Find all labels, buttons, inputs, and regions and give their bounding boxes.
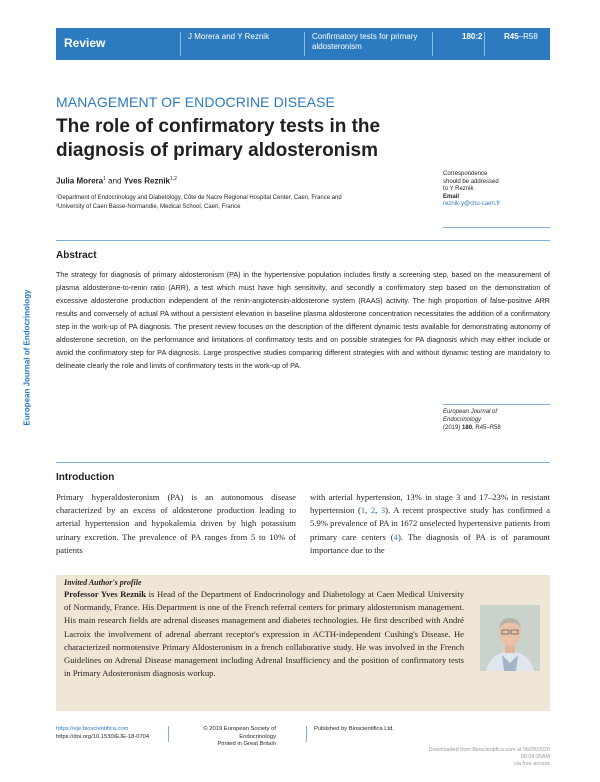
email-label: Email — [443, 193, 460, 200]
journal-box-rule — [443, 404, 550, 405]
header-divider — [484, 32, 485, 56]
author-2: Yves Reznik — [123, 176, 170, 186]
author-1: Julia Morera — [56, 176, 104, 186]
profile-text — [64, 588, 464, 680]
article-title — [56, 115, 436, 163]
journal-sidebar — [20, 250, 34, 470]
profile-body: is Head of the Department of Endocrinology and Diabetology at Caen Medical University of Normandy, France. His Department is one of the French referral centers for primary aldosteronism management. His main research fields are adrenal diseases management and diabetes technologies. He first described with André Lacroix the involvement of adrenal aberrant receptor's expression in ACTH-independent Cushing's Disease. He characterized normotensive Primary Aldosteronism in a french collaborative study. He was involved in the French Guidelines on Adrenal Disease management including Adrenal Insufficiency and the position of confirmatory tests in Primary Adosteronism diagnosis workup. — [64, 589, 465, 679]
header-divider — [432, 32, 433, 56]
footer-links — [56, 726, 156, 741]
intro-col2-text: ). The diagnosis of PA is of paramount importance due to the — [310, 531, 550, 555]
journal-volume: 180 — [462, 425, 473, 431]
correspondence-line: to Y Reznik — [443, 186, 474, 192]
journal-header-band — [56, 28, 550, 60]
abstract-top-rule — [56, 240, 550, 241]
sidebar-journal-name: European Journal of Endocrinology — [22, 289, 32, 426]
profile-heading: Invited Author's profile — [64, 578, 142, 587]
reference-link[interactable]: 1 — [360, 505, 366, 516]
publisher-text: Published by Bioscientifica Ltd. — [314, 726, 394, 732]
printed-text: Printed in Great Britain — [217, 741, 276, 747]
author-photo — [480, 605, 540, 671]
reference-link[interactable]: 2 — [370, 505, 376, 516]
ref-separator: , — [375, 505, 381, 516]
author-1-affiliation: 1 — [103, 176, 106, 182]
article-title-line-1: The role of confirmatory tests in the — [56, 116, 381, 137]
journal-pages: , R45–R58 — [472, 425, 501, 431]
header-divider — [180, 32, 181, 56]
doi-link[interactable]: https://doi.org/10.1530/EJE-18-0704 — [56, 733, 150, 740]
correspondence-box — [443, 171, 550, 209]
header-authors: J Morera and Y Reznik — [188, 32, 270, 41]
correspondence-rule — [443, 227, 550, 228]
reference-link[interactable]: 3 — [380, 505, 386, 516]
author-2-affiliation: 1,2 — [170, 176, 177, 182]
correspondence-line: should be addressed — [443, 178, 499, 185]
journal-name-line-1: European Journal of — [443, 409, 498, 415]
header-pages-start: R45 — [504, 32, 519, 41]
abstract-text: The strategy for diagnosis of primary aldosteronism (PA) in the hypertensive population includes firstly a screening step, based on the measurement of plasma aldosterone-to-renin ratio (ARR), a test which must have high sensitivity, and secondly a confirmatory step based on the demonstration of excessive aldosterone production independent of the renin-angiotensin-aldosterone system (RAAS) activity. The high proportion of false-positive ARR results and conversely of actual PA without a persistent elevation in baseline plasma aldosterone concentration necessitates the addition of a confirmatory step in the work-up of PA diagnosis. The present review focuses on the description of the different dynamic tests available for demonstrating autonomy of aldosterone secretion, on the performance and limitations of confirmatory tests and on possible strategies for PA diagnosis which may either include or avoid the confirmatory step for PA diagnosis. Large prospective studies comparing different strategies with and without dynamic testing are mandatory to delineate clearly the role and limits of confirmatory tests in the work-up of PA. — [56, 270, 550, 370]
introduction-heading: Introduction — [56, 472, 115, 483]
header-volume: 180:2 — [462, 32, 483, 41]
copyright-text: © 2019 European Society of Endocrinology — [203, 726, 276, 740]
affiliation-1: ¹Department of Endocrinology and Diabetology, Côte de Nacre Regional Hospital Center, Caen, France and — [56, 195, 342, 201]
download-line-1: Downloaded from Bioscientifica.com at 06/05/2020 05:04:35AM — [428, 747, 550, 760]
author-photo-illustration — [480, 605, 540, 671]
author-conjunction: and — [108, 176, 122, 186]
correspondence-email-link[interactable]: reznik-y@chu-caen.fr — [443, 201, 501, 207]
journal-year: (2019) — [443, 425, 461, 431]
reference-link[interactable]: 4 — [393, 531, 398, 542]
footer-copyright — [176, 726, 276, 749]
intro-column-2 — [310, 491, 550, 557]
footer-divider — [168, 726, 169, 742]
abstract-heading: Abstract — [56, 250, 97, 261]
header-divider — [304, 32, 305, 56]
header-pages — [504, 32, 538, 42]
journal-url-link[interactable]: https://eje.bioscientifica.com — [56, 726, 129, 732]
author-profile-box — [56, 575, 550, 711]
section-heading: MANAGEMENT OF ENDOCRINE DISEASE — [56, 94, 335, 110]
author-list — [56, 176, 177, 186]
ref-separator: , — [365, 505, 371, 516]
profile-name: Professor Yves Reznik — [64, 589, 147, 599]
correspondence-line: Correspondence — [443, 171, 488, 177]
article-type-label: Review — [64, 36, 106, 50]
intro-top-rule — [56, 462, 550, 463]
journal-volume-line — [443, 424, 550, 432]
journal-citation-box — [443, 408, 550, 432]
journal-name-line-2: Endocrinology — [443, 417, 482, 423]
intro-column-1: Primary hyperaldosteronism (PA) is an autonomous disease characterized by an excess of aldosterone production leading to arterial hypertension and hypokalemia driven by high potassium urinary excretion. The prevalence of PA ranges from 5 to 10% of patients — [56, 492, 296, 555]
header-short-title-1: Confirmatory tests for primary — [312, 32, 418, 41]
download-notice — [400, 747, 550, 768]
footer-divider — [306, 726, 307, 742]
header-short-title-2: aldosteronism — [312, 42, 362, 51]
intro-col2-text: ). A recent prospective study has confirmed a 5.9% prevalence of PA in 1672 unselected hypertensive patients from primary care centers ( — [310, 505, 551, 542]
affiliation-2: ²University of Caen Basse-Normandie, Medical School, Caen, France — [56, 204, 241, 210]
header-pages-end: –R58 — [518, 32, 538, 41]
article-title-line-2: diagnosis of primary aldosteronism — [56, 140, 379, 161]
download-line-2: via free access — [514, 761, 550, 767]
intro-col2-text: with arterial hypertension, 13% in stage 3 and 17–23% in resistant hypertension ( — [310, 492, 550, 516]
